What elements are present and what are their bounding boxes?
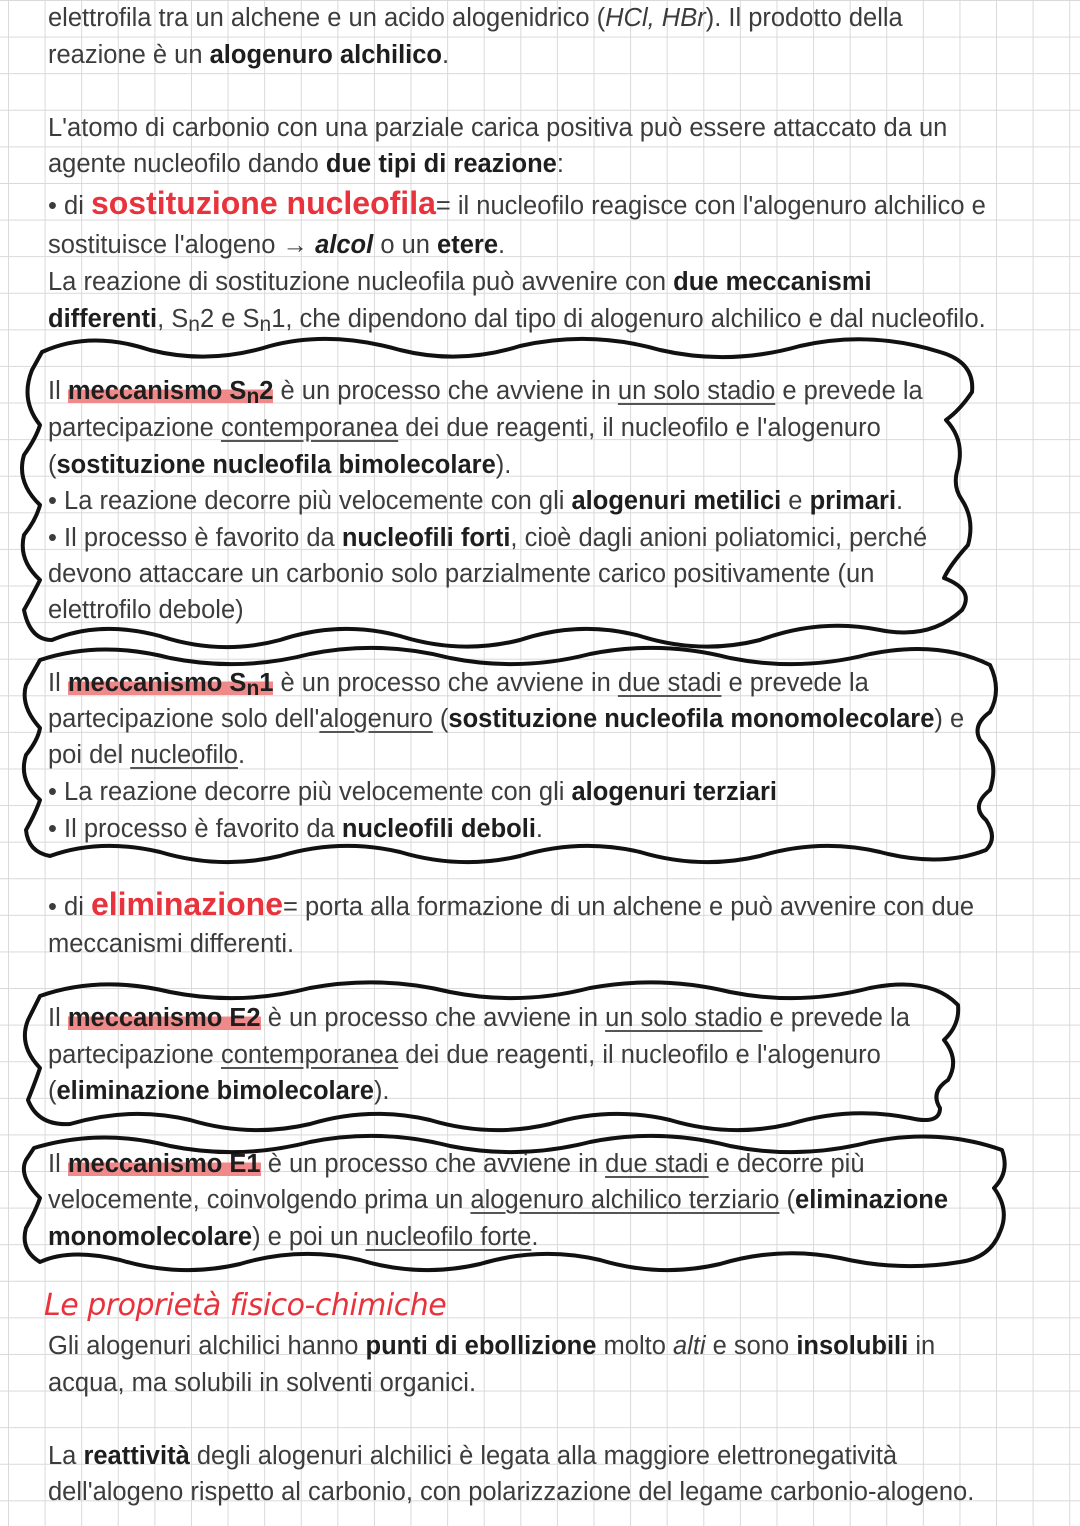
text: 1 <box>259 669 274 697</box>
text: e <box>781 487 810 515</box>
text: e decorre più <box>708 1150 865 1178</box>
bold-term: alogenuri metilici <box>571 487 782 515</box>
sn2-line <box>48 556 874 592</box>
subscript: n <box>259 313 272 336</box>
underlined-term: nucleofilo <box>130 741 238 769</box>
text: partecipazione solo dell' <box>48 705 320 733</box>
text: partecipazione <box>48 414 221 442</box>
text: . <box>442 41 450 69</box>
text: elettrofilo debole) <box>48 596 244 624</box>
bold-term: eliminazione bimolecolare <box>56 1077 374 1105</box>
paragraph-line <box>48 1474 974 1510</box>
underlined-term: alogenuro <box>319 705 433 733</box>
formula-text: HCl, HBr <box>605 4 706 32</box>
bold-term: eliminazione <box>795 1186 949 1214</box>
sn2-line <box>48 373 923 415</box>
text: partecipazione <box>48 1041 221 1069</box>
text: L'atomo di carbonio con una parziale carica positiva può essere attaccato da un <box>48 114 948 142</box>
paragraph-line <box>48 1365 476 1401</box>
paragraph-line <box>48 301 986 343</box>
text: degli alogenuri alchilici è legata alla maggiore elettronegatività <box>189 1442 898 1470</box>
section-heading: Le proprietà fisico-chimiche <box>44 1288 447 1323</box>
section-title-red: eliminazione <box>90 886 283 922</box>
text: elettrofila tra un alchene e un acido alogenidrico ( <box>48 4 606 32</box>
sn2-line <box>48 447 511 483</box>
text: ( <box>48 1077 57 1105</box>
paragraph-line <box>48 926 294 962</box>
text: e prevede la <box>721 669 869 697</box>
underlined-term: alogenuro alchilico terziario <box>470 1186 780 1214</box>
text: . <box>531 1223 539 1251</box>
text: reazione è un <box>48 41 210 69</box>
bold-italic-term: alcol <box>315 231 374 259</box>
e2-line <box>48 1037 881 1073</box>
sn1-line <box>48 701 964 737</box>
text: dei due reagenti, il nucleofilo e l'alogenuro <box>398 1041 881 1069</box>
text: sostituisce l'alogeno <box>48 231 283 259</box>
highlighted-term: meccanismo E1 <box>67 1150 261 1178</box>
text: Il <box>48 1004 68 1032</box>
e1-line <box>48 1182 948 1218</box>
bold-term: monomolecolare <box>48 1223 253 1251</box>
bold-term: due meccanismi <box>673 268 872 296</box>
underlined-term: un solo stadio <box>605 1004 763 1032</box>
bold-term: nucleofili deboli <box>341 815 536 843</box>
underlined-term: nucleofilo forte <box>365 1223 532 1251</box>
paragraph-line <box>48 1438 897 1474</box>
paragraph-line <box>48 264 872 300</box>
sn1-bullet <box>48 774 777 810</box>
bold-term: sostituzione nucleofila bimolecolare <box>56 451 496 479</box>
sn2-bullet <box>48 483 903 519</box>
highlighted-term <box>67 669 274 700</box>
text: , cioè dagli anioni poliatomici, perché <box>510 524 928 552</box>
text: è un processo che avviene in <box>273 669 618 697</box>
text: . <box>498 231 506 259</box>
paragraph-line <box>48 146 564 182</box>
text: meccanismo S <box>67 377 247 405</box>
text: e sono <box>705 1332 797 1360</box>
text: Il <box>48 669 68 697</box>
text: ). <box>495 451 512 479</box>
text: velocemente, coinvolgendo prima un <box>48 1186 471 1214</box>
text: , S <box>157 305 189 333</box>
text: ) e poi un <box>252 1223 366 1251</box>
e2-line <box>48 1073 390 1109</box>
text: La reazione di sostituzione nucleofila può avvenire con <box>48 268 674 296</box>
text: 2 e S <box>199 305 260 333</box>
bold-term: differenti <box>48 305 158 333</box>
text: dei due reagenti, il nucleofilo e l'alogenuro <box>398 414 881 442</box>
underlined-term: due stadi <box>605 1150 709 1178</box>
sn1-bullet <box>48 811 543 847</box>
bold-term: alogenuri terziari <box>571 778 777 806</box>
section-title-red: sostituzione nucleofila <box>90 185 436 221</box>
text: o un <box>373 231 438 259</box>
text: • Il processo è favorito da <box>48 815 342 843</box>
bold-term: punti di ebollizione <box>365 1332 597 1360</box>
text: dell'alogeno rispetto al carbonio, con polarizzazione del legame carbonio-alogeno. <box>48 1478 975 1506</box>
text: devono attaccare un carbonio solo parzialmente carico positivamente (un <box>48 560 875 588</box>
italic-term: alti <box>672 1332 706 1360</box>
underlined-term: due stadi <box>617 669 722 697</box>
paragraph-line <box>48 110 947 146</box>
bold-term: alogenuro alchilico <box>209 41 443 69</box>
text: • La reazione decorre più velocemente con gli <box>48 778 572 806</box>
paragraph-line <box>48 1328 935 1364</box>
text: meccanismi differenti. <box>48 930 295 958</box>
bold-term: nucleofili forti <box>341 524 511 552</box>
paragraph-line <box>48 0 903 36</box>
bullet: • di <box>48 893 91 921</box>
text: è un processo che avviene in <box>260 1004 606 1032</box>
text: è un processo che avviene in <box>273 377 618 405</box>
underlined-term: contemporanea <box>220 414 399 442</box>
text: . <box>896 487 904 515</box>
text: è un processo che avviene in <box>260 1150 606 1178</box>
substitution-title-line <box>48 185 986 224</box>
subscript: n <box>246 385 260 408</box>
highlighted-term: meccanismo E2 <box>67 1004 261 1032</box>
bold-term: due tipi di reazione <box>325 150 557 178</box>
e2-line <box>48 1000 910 1036</box>
bold-term: primari <box>809 487 897 515</box>
bold-term: etere <box>437 231 499 259</box>
text: ( <box>432 705 449 733</box>
paragraph-line <box>48 227 505 263</box>
text: ) e <box>934 705 965 733</box>
arrow-right-icon: → <box>282 231 316 259</box>
elimination-title-line <box>48 886 974 925</box>
text: agente nucleofilo dando <box>48 150 326 178</box>
text: e prevede la <box>762 1004 910 1032</box>
text: ( <box>48 451 57 479</box>
text: in <box>908 1332 936 1360</box>
text: Gli alogenuri alchilici hanno <box>48 1332 366 1360</box>
text: e prevede la <box>775 377 923 405</box>
bold-term: reattività <box>83 1442 190 1470</box>
text: meccanismo S <box>67 669 247 697</box>
subscript: n <box>188 313 200 336</box>
subscript: n <box>246 677 260 700</box>
text: 2 <box>259 377 274 405</box>
text: Il <box>48 377 68 405</box>
paragraph-line <box>48 37 449 73</box>
text: La <box>48 1442 84 1470</box>
text: • La reazione decorre più velocemente con gli <box>48 487 572 515</box>
text: ( <box>779 1186 796 1214</box>
text: 1, che dipendono dal tipo di alogenuro alchilico e dal nucleofilo. <box>271 305 986 333</box>
text: ). <box>373 1077 390 1105</box>
text: molto <box>596 1332 673 1360</box>
bold-term: insolubili <box>796 1332 909 1360</box>
highlighted-term <box>67 377 274 408</box>
sn2-line <box>48 410 881 446</box>
text: ). Il prodotto della <box>705 4 903 32</box>
text: . <box>535 815 544 843</box>
text: : <box>556 150 564 178</box>
sn1-line <box>48 737 245 773</box>
text: . <box>237 741 246 769</box>
sn2-line <box>48 592 244 628</box>
text: acqua, ma solubili in solventi organici. <box>48 1369 477 1397</box>
bold-term: sostituzione nucleofila monomolecolare <box>448 705 935 733</box>
bullet: • di <box>48 192 91 220</box>
sn2-bullet <box>48 520 927 556</box>
text: = porta alla formazione di un alchene e può avvenire con due <box>283 893 975 921</box>
underlined-term: un solo stadio <box>617 377 776 405</box>
text: = il nucleofilo reagisce con l'alogenuro alchilico e <box>435 192 986 220</box>
text: poi del <box>48 741 131 769</box>
text: Il <box>48 1150 68 1178</box>
text: • Il processo è favorito da <box>48 524 342 552</box>
e1-line <box>48 1219 538 1255</box>
e1-line <box>48 1146 865 1182</box>
underlined-term: contemporanea <box>220 1041 399 1069</box>
